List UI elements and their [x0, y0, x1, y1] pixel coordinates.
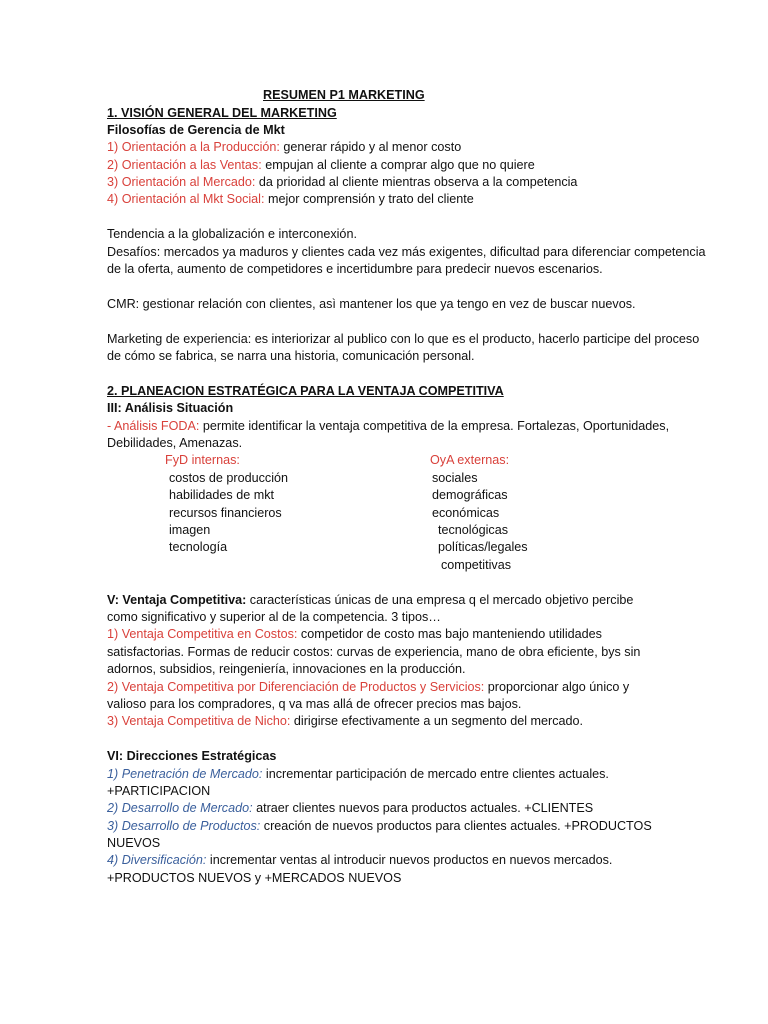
oya-item: sociales [432, 471, 478, 485]
direccion-item [107, 800, 593, 817]
oya-item: demográficas [432, 488, 508, 502]
fyd-item: recursos financieros [169, 506, 282, 520]
philosophy-label: 3) Orientación al Mercado: [107, 175, 256, 189]
paragraph-mkt-experiencia-line: Marketing de experiencia: es interiorizar al publico con lo que es el producto, hacerlo participe del proceso [107, 332, 700, 346]
ventaja-diferenciacion-line [107, 679, 629, 696]
fyd-item: tecnología [169, 540, 228, 554]
paragraph-cmr: CMR: gestionar relación con clientes, asì mantener los que ya tengo en vez de buscar nuevos. [107, 297, 636, 311]
foda-text: permite identificar la ventaja competitiva de la empresa. Fortalezas, Oportunidades, [199, 419, 670, 433]
philosophy-text: mejor comprensión y trato del cliente [264, 192, 474, 206]
ventaja-nicho-label: 3) Ventaja Competitiva de Nicho: [107, 714, 291, 728]
direccion-label: 2) Desarrollo de Mercado: [107, 801, 253, 815]
direcciones-estrategicas-heading: VI: Direcciones Estratégicas [107, 749, 277, 763]
ventaja-nicho-line [107, 713, 583, 730]
oya-item: políticas/legales [438, 540, 528, 554]
ventaja-costos-text: competidor de costo mas bajo manteniendo utilidades [297, 627, 602, 641]
fyd-header: FyD internas: [165, 453, 240, 467]
ventaja-costos-line-3: adornos, subsidios, reingeniería, innovaciones en la producción. [107, 662, 466, 676]
direccion-item [107, 766, 609, 783]
fyd-item: costos de producción [169, 471, 289, 485]
ventaja-competitiva-line-2: como significativo y superior al de la competencia. 3 tipos… [107, 610, 441, 624]
oya-item: tecnológicas [438, 523, 509, 537]
paragraph-desafios-line: de la oferta, aumento de competidores e incertidumbre para predecir nuevos escenarios. [107, 262, 603, 276]
paragraph-desafios-line: Desafíos: mercados ya maduros y clientes cada vez más exigentes, dificultad para diferenciar competencia [107, 245, 706, 259]
foda-line [107, 418, 669, 435]
section-1-heading: 1. VISIÓN GENERAL DEL MARKETING [107, 106, 337, 120]
section-1-subheading: Filosofías de Gerencia de Mkt [107, 123, 285, 137]
philosophy-item [107, 191, 474, 208]
foda-line-2: Debilidades, Amenazas. [107, 436, 243, 450]
direccion-text: incrementar ventas al introducir nuevos productos en nuevos mercados. [206, 853, 613, 867]
direccion-item-line-2: +PRODUCTOS NUEVOS y +MERCADOS NUEVOS [107, 871, 402, 885]
ventaja-competitiva-text: características únicas de una empresa q el mercado objetivo percibe [246, 593, 634, 607]
direccion-label: 4) Diversificación: [107, 853, 207, 867]
ventaja-costos-line-2: satisfactorias. Formas de reducir costos: curvas de experiencia, mano de obra eficiente, bys sin [107, 645, 641, 659]
direccion-item-line-2: NUEVOS [107, 836, 161, 850]
direccion-item-line-2: +PARTICIPACION [107, 784, 211, 798]
page-title: RESUMEN P1 MARKETING [263, 88, 425, 102]
philosophy-item [107, 157, 535, 174]
ventaja-nicho-text: dirigirse efectivamente a un segmento del mercado. [290, 714, 584, 728]
philosophy-item [107, 139, 461, 156]
paragraph-tendencia: Tendencia a la globalización e interconexión. [107, 227, 357, 241]
foda-label: - Análisis FODA: [107, 419, 200, 433]
philosophy-label: 1) Orientación a la Producción: [107, 140, 280, 154]
fyd-item: imagen [169, 523, 211, 537]
ventaja-costos-label: 1) Ventaja Competitiva en Costos: [107, 627, 298, 641]
oya-item: económicas [432, 506, 500, 520]
analisis-situacion-heading: III: Análisis Situación [107, 401, 234, 415]
direccion-text: creación de nuevos productos para clientes actuales. +PRODUCTOS [260, 819, 652, 833]
philosophy-label: 2) Orientación a las Ventas: [107, 158, 266, 172]
paragraph-mkt-experiencia-line: de cómo se fabrica, se narra una historia, comunicación personal. [107, 349, 475, 363]
ventaja-competitiva-label: V: Ventaja Competitiva: [107, 593, 247, 607]
philosophy-text: generar rápido y al menor costo [279, 140, 462, 154]
ventaja-competitiva-line [107, 592, 633, 609]
ventaja-diferenciacion-line-2: valioso para los compradores, q va mas allá de ofrecer precios mas bajos. [107, 697, 522, 711]
philosophy-text: empujan al cliente a comprar algo que no quiere [265, 158, 535, 172]
direccion-text: incrementar participación de mercado entre clientes actuales. [262, 767, 609, 781]
direccion-item [107, 852, 612, 869]
direccion-label: 1) Penetración de Mercado: [107, 767, 263, 781]
philosophy-text: da prioridad al cliente mientras observa a la competencia [255, 175, 578, 189]
direccion-label: 3) Desarrollo de Productos: [107, 819, 261, 833]
direccion-text: atraer clientes nuevos para productos actuales. +CLIENTES [252, 801, 594, 815]
oya-header: OyA externas: [430, 453, 510, 467]
direccion-item [107, 818, 652, 835]
fyd-item: habilidades de mkt [169, 488, 275, 502]
ventaja-diferenciacion-label: 2) Ventaja Competitiva por Diferenciación de Productos y Servicios: [107, 680, 485, 694]
philosophy-label: 4) Orientación al Mkt Social: [107, 192, 265, 206]
section-2-heading: 2. PLANEACION ESTRATÉGICA PARA LA VENTAJA COMPETITIVA [107, 384, 504, 398]
ventaja-diferenciacion-text: proporcionar algo único y [484, 680, 630, 694]
philosophy-item [107, 174, 577, 191]
ventaja-costos-line [107, 626, 602, 643]
oya-item: competitivas [441, 558, 511, 572]
